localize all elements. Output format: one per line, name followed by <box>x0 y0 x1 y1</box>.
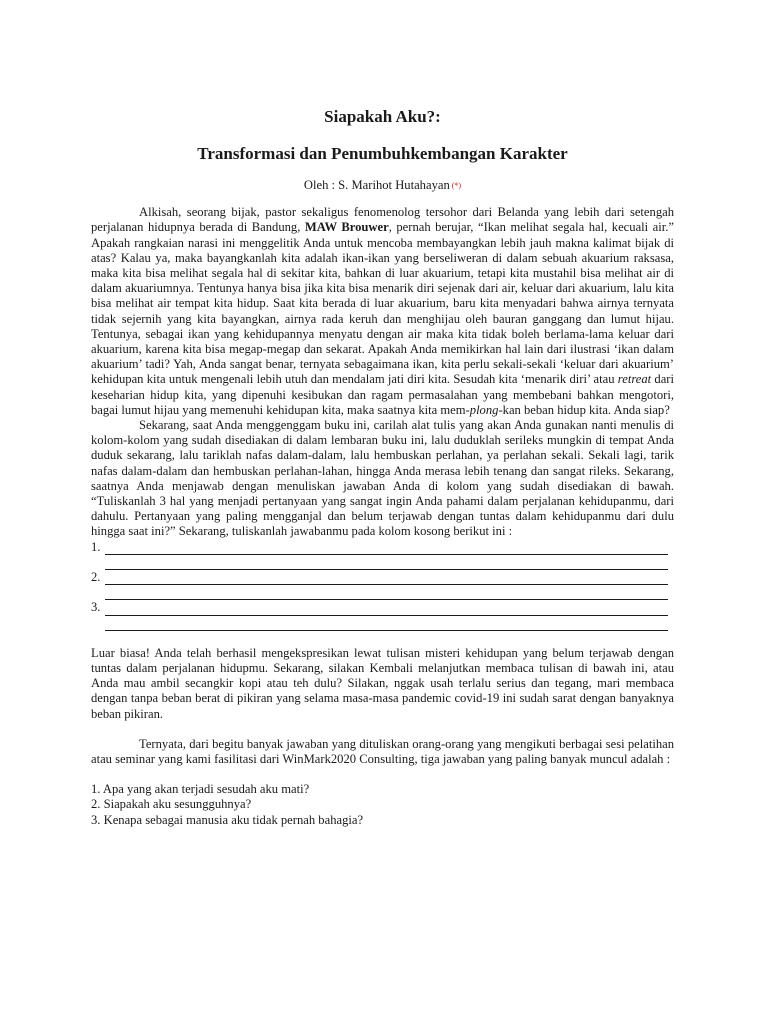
document-subtitle: Transformasi dan Penumbuhkembangan Karakter <box>197 144 568 163</box>
italic-term: plong <box>469 402 499 417</box>
answer-number: 2. <box>91 570 101 585</box>
paragraph-intro-part: Alkisah, seorang bijak, pastor sekaligus fenomenolog tersohor dari Belanda yang lebih dari setengah perjalanan hidupnya berada di Bandung, <box>91 205 674 235</box>
answer-area <box>91 540 674 631</box>
answer-number: 1. <box>91 539 101 554</box>
paragraph-encouragement: Luar biasa! Anda telah berhasil mengekspresikan lewat tulisan misteri kehidupan yang belum terjawab dengan tuntas dalam perjalanan hidupmu. Sekarang, silakan Kembali melanjutkan membaca tulisan di bawah ini, atau Anda mau ambil secangkir kopi atau teh dulu? Silakan, nggak usah terlalu serius dan tegang, mari membaca dengan tanpa beban berat di pikiran yang selama masa-masa pandemic covid-19 ini sudah sarat dengan banyaknya beban pikiran. <box>91 645 674 721</box>
answer-line-2-continued[interactable] <box>91 585 674 600</box>
answer-line-3[interactable] <box>91 600 674 615</box>
paragraph-instructions: Sekarang, saat Anda menggenggam buku ini, carilah alat tulis yang akan Anda gunakan nanti menulis di kolom-kolom yang sudah disediakan di dalam lembaran buku ini, lalu duduklah serileks mungkin di tempat Anda duduk sekarang, lalu tariklah nafas dalam-dalam, lalu hembuskan perlahan, ya perlahan sekali. Sekali lagi, tarik nafas dalam-dalam dan hembuskan perlahan-lahan, hingga Anda merasa lebih tenang dan sangat rileks. Sekarang, saatnya Anda menjawab dengan menuliskan jawaban Anda di kolom yang sudah disediakan di bawah. “Tuliskanlah 3 hal yang menjadi pertanyaan yang sangat ingin Anda pahami dalam perjalanan kehidupanmu, dari dahulu. Pertanyaan yang paling mengganjal dan belum terjawab dengan tuntas dalam kehidupanmu dari dulu hingga saat ini?” Sekarang, tuliskanlah jawabanmu pada kolom kosong berikut ini : <box>91 418 674 539</box>
answer-line-2[interactable] <box>91 570 674 585</box>
author-name: Oleh : S. Marihot Hutahayan <box>303 178 450 192</box>
answer-rule <box>105 604 668 616</box>
name-emphasis: MAW Brouwer <box>304 220 389 235</box>
document-page <box>91 100 674 828</box>
answer-line-3-continued[interactable] <box>91 616 674 631</box>
list-item: 3. Kenapa sebagai manusia aku tidak pernah bahagia? <box>91 812 364 827</box>
author-footnote-mark: (*) <box>451 181 462 190</box>
paragraph-intro <box>91 205 674 418</box>
answer-line-1-continued[interactable] <box>91 555 674 570</box>
answer-rule <box>105 543 668 555</box>
answer-rule <box>105 619 668 631</box>
paragraph-intro-part: dari keseharian hidup kita, yang dipenuhi kesibukan dan ragam permasalahan yang membebani bahkan mengotori, bagai lumut hijau yang memenuhi kehidupan kita, maka saatnya kita mem- <box>91 372 674 417</box>
common-questions-list <box>91 782 674 828</box>
answer-rule <box>105 573 668 585</box>
list-item: 1. Apa yang akan terjadi sesudah aku mati? <box>91 782 310 797</box>
list-item: 2. Siapakah aku sesungguhnya? <box>91 797 252 812</box>
answer-rule <box>105 558 668 570</box>
paragraph-intro-part: -kan beban hidup kita. Anda siap? <box>498 402 670 417</box>
paragraph-intro-part: , pernah berujar, “Ikan melihat segala hal, kecuali air.” Apakah rangkaian narasi ini menggelitik Anda untuk mencoba membayangkan lebih jauh makna kalimat bijak di atas? Kalau ya, maka bayangkanlah kita adalah ikan-ikan yang berseliweran di dalam sebuah akuarium raksasa, maka kita bisa melihat segala hal di sekitar kita, bahkan di luar akuarium, tetapi kita mustahil bisa melihat air di dalam akuariumnya. Tentunya hanya bisa jika kita bisa menarik diri sejenak dari air, keluar dari akuarium, lalu kita bisa melihat air tempat kita hidup. Saat kita berada di luar akuarium, baru kita menyadari bahwa airnya ternyata tidak sejernih yang kita bayangkan, airnya rada keruh dan menghijau oleh bauran ganggang dan lumut hijau. Tentunya, sebagai ikan yang kehidupannya menyatu dengan air maka kita tidak boleh berlama-lama keluar dari akuarium, karena kita bisa megap-megap dan sekarat. Apakah Anda memikirkan hal lain dari ilustrasi ‘ikan dalam akuarium’ tadi? Yah, Anda sangat benar, ternyata sebagaimana ikan, kita perlu sekali-sekali ‘keluar dari akuarium’ kehidupan kita untuk mengenali lebih utuh dan mendalam jati diri kita. Sesudah kita ‘menarik diri’ atau <box>91 220 675 387</box>
answer-rule <box>105 588 668 600</box>
italic-term: retreat <box>617 372 652 387</box>
author-line <box>91 178 674 193</box>
document-title: Siapakah Aku?: <box>324 107 441 126</box>
answer-line-1[interactable] <box>91 540 674 555</box>
paragraph-findings: Ternyata, dari begitu banyak jawaban yang dituliskan orang-orang yang mengikuti berbagai sesi pelatihan atau seminar yang kami fasilitasi dari WinMark2020 Consulting, tiga jawaban yang paling banyak muncul adalah : <box>91 736 674 767</box>
answer-number: 3. <box>91 600 101 615</box>
